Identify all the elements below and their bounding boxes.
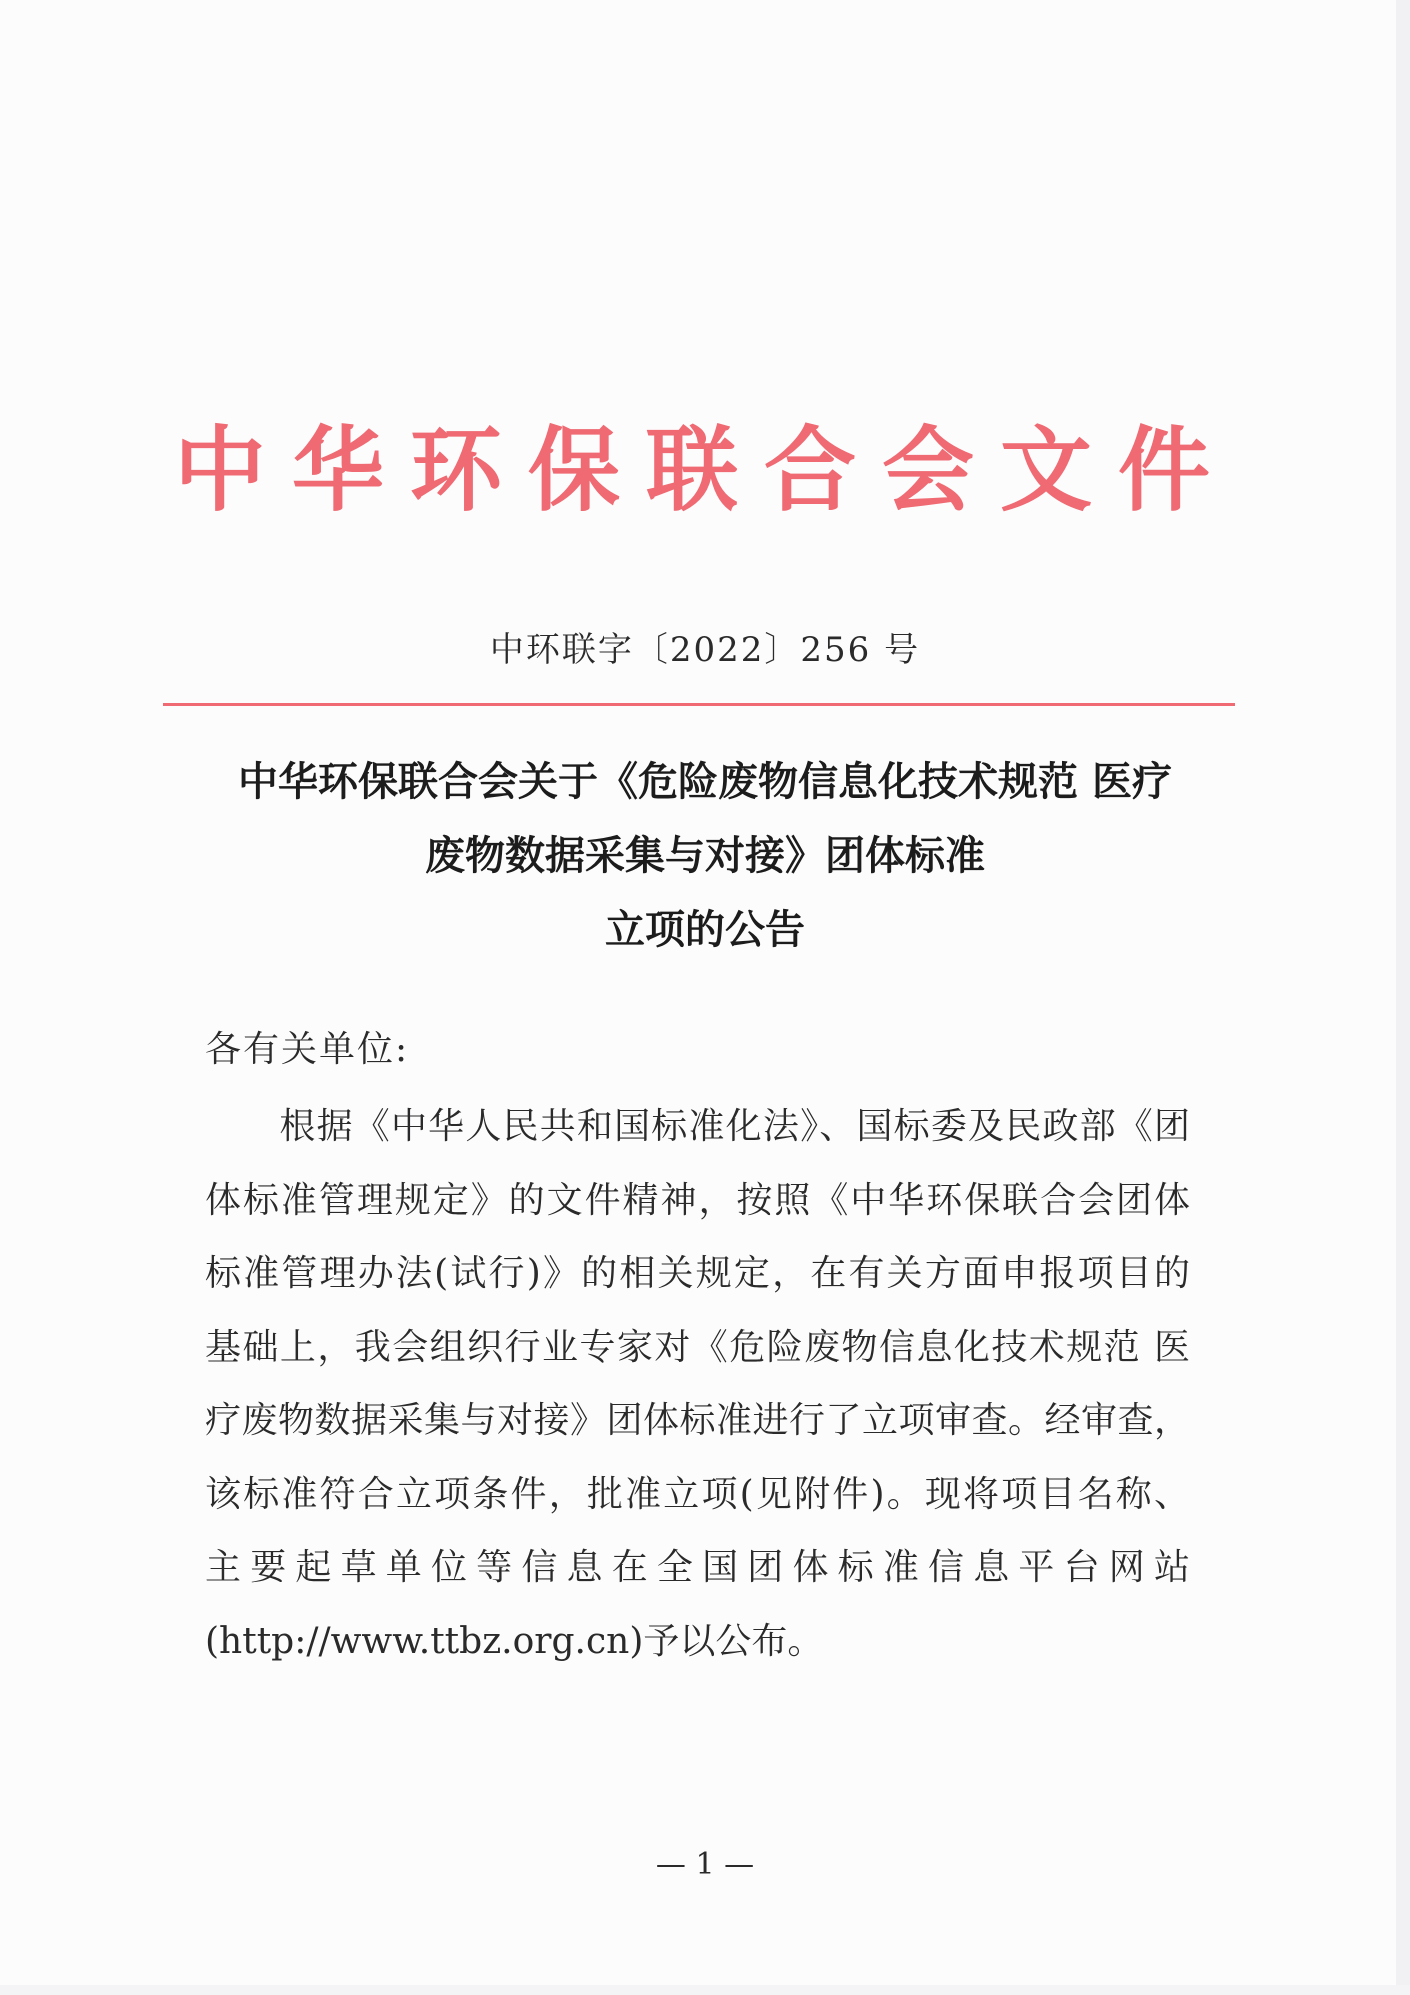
title-line-3: 立项的公告: [605, 906, 805, 953]
body-paragraph: [205, 1090, 1190, 1678]
page-number: — 1 —: [655, 1847, 755, 1882]
document-title: [190, 745, 1220, 967]
title-line-2: 废物数据采集与对接》团体标准: [425, 832, 985, 879]
body-line: 该标准符合立项条件，批准立项(见附件)。现将项目名称、: [205, 1473, 1190, 1515]
body-line: 基础上，我会组织行业专家对《危险废物信息化技术规范 医: [205, 1326, 1190, 1368]
scan-edge: [1396, 0, 1410, 1995]
body-line: 疗废物数据采集与对接》团体标准进行了立项审查。经审查，: [205, 1400, 1190, 1441]
salutation: 各有关单位:: [205, 1029, 410, 1070]
masthead-title: 中华环保联合会文件: [173, 416, 1236, 524]
document-number: 中环联字〔2022〕256 号: [489, 630, 921, 670]
title-line-1: 中华环保联合会关于《危险废物信息化技术规范 医疗: [238, 758, 1172, 805]
body-line: 标准管理办法(试行)》的相关规定，在有关方面申报项目的: [205, 1253, 1190, 1294]
body-line: 体标准管理规定》的文件精神，按照《中华环保联合会团体: [205, 1179, 1190, 1221]
body-line: 根据《中华人民共和国标准化法》、国标委及民政部《团: [205, 1106, 1190, 1147]
red-divider-line: [163, 703, 1235, 706]
body-line: 主要起草单位等信息在全国团体标准信息平台网站: [205, 1547, 1190, 1588]
body-line-url: (http://www.ttbz.org.cn)予以公布。: [205, 1620, 824, 1662]
scan-edge-bottom: [0, 1985, 1410, 1995]
